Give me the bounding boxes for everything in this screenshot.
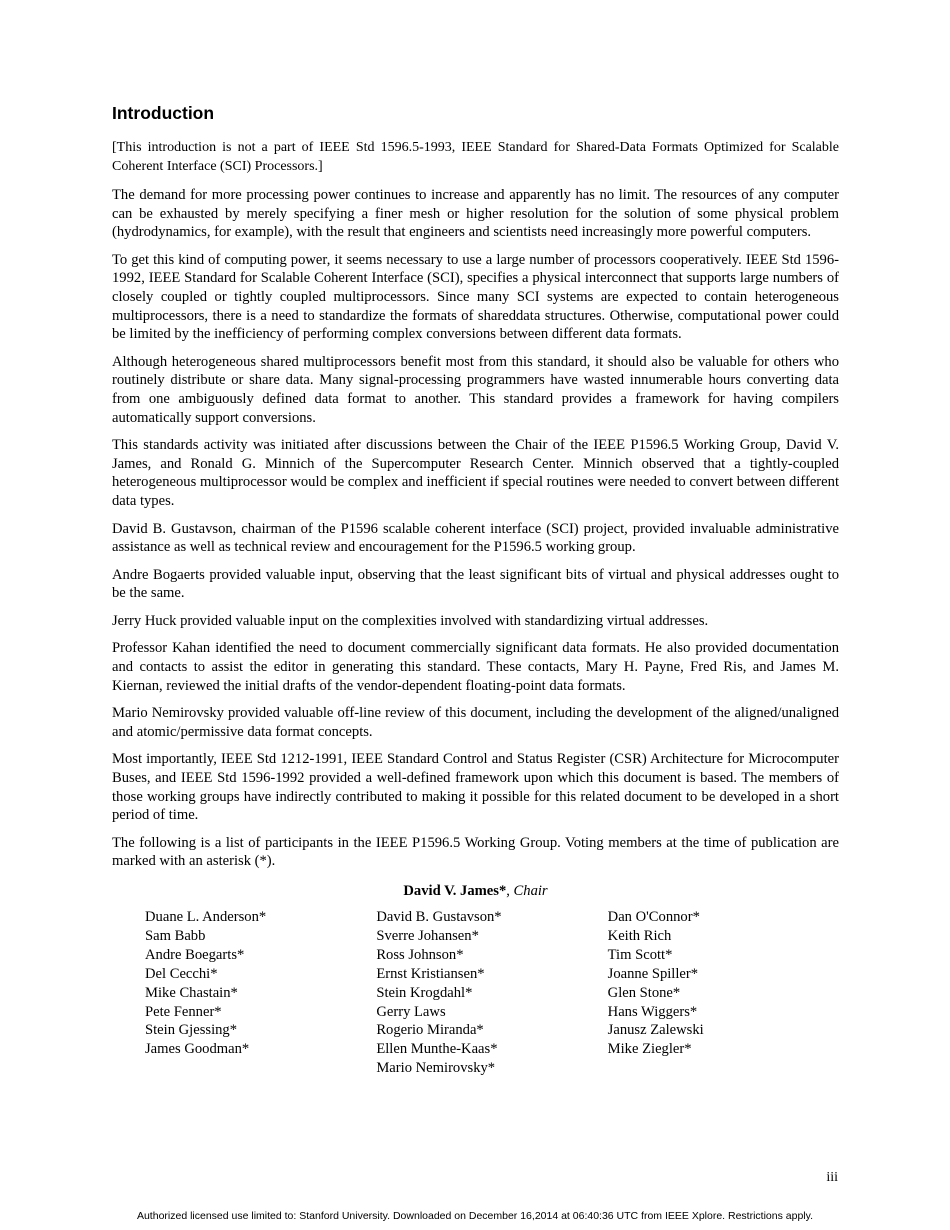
- participant: Keith Rich: [607, 927, 672, 944]
- chair-name: David V. James*: [403, 883, 507, 899]
- participant: Duane L. Anderson*: [145, 909, 267, 925]
- paragraph: Andre Bogaerts provided valuable input, observing that the least significant bits of virtual and physical addresses ought to be the same.: [112, 566, 839, 602]
- participant: Ellen Munthe-Kaas*: [376, 1041, 498, 1058]
- participant: Joanne Spiller*: [607, 965, 699, 982]
- participant: Sam Babb: [145, 927, 206, 944]
- participant: Mario Nemirovsky*: [376, 1060, 496, 1077]
- participant: David B. Gustavson*: [376, 909, 502, 925]
- paragraph: Although heterogeneous shared multiprocessors benefit most from this standard, it should also be valuable for others who routinely distribute or share data. Many signal-processing programmers have wasted innumerable hours converting data from one ambiguously defined data format to another. This standard provides a framework for having compilers automatically support conversions.: [112, 353, 839, 426]
- participant: Rogerio Miranda*: [376, 1022, 484, 1039]
- participant: Del Cecchi*: [145, 965, 218, 982]
- participant: Janusz Zalewski: [607, 1022, 704, 1039]
- chair-line: [112, 883, 839, 900]
- participant: Sverre Johansen*: [376, 927, 479, 944]
- page-title: Introduction: [112, 103, 215, 123]
- page-content: [112, 103, 839, 1078]
- paragraph: Most importantly, IEEE Std 1212-1991, IEEE Standard Control and Status Register (CSR) Architecture for Microcomputer Buses, and IEEE Std 1596-1992 provided a well-defined framework upon which this document is based. The members of those working groups have indirectly contributed to making it possible for this related document to be developed in a short period of time.: [112, 751, 839, 824]
- participant: Ross Johnson*: [376, 946, 464, 963]
- paragraph: The following is a list of participants in the IEEE P1596.5 Working Group. Voting members at the time of publication are marked with an asterisk (*).: [112, 834, 839, 870]
- participant: Pete Fenner*: [145, 1003, 222, 1020]
- paragraph: The demand for more processing power continues to increase and apparently has no limit. The resources of any computer can be exhausted by merely specifying a finer mesh or higher resolution for the solution of some physical problem (hydrodynamics, for example), with the result that engineers and scientists need increasingly more powerful computers.: [112, 187, 839, 241]
- participant: Mike Ziegler*: [607, 1041, 692, 1058]
- intro-note: [This introduction is not a part of IEEE Std 1596.5-1993, IEEE Standard for Shared-Data Formats Optimized for Scalable Coherent Interface (SCI) Processors.]: [112, 140, 839, 174]
- participant: James Goodman*: [145, 1041, 250, 1058]
- participant: Gerry Laws: [376, 1003, 446, 1020]
- participant: Mike Chastain*: [145, 984, 238, 1001]
- participant: Stein Gjessing*: [145, 1022, 238, 1039]
- paragraph: David B. Gustavson, chairman of the P1596 scalable coherent interface (SCI) project, provided invaluable administrative assistance as well as technical review and encouragement for the P1596.5 working group.: [112, 520, 839, 556]
- participant: Glen Stone*: [607, 984, 681, 1001]
- chair-role: Chair: [513, 883, 548, 899]
- participant: Dan O'Connor*: [607, 909, 700, 925]
- participant: Andre Boegarts*: [145, 946, 245, 963]
- paragraph: Jerry Huck provided valuable input on the complexities involved with standardizing virtual addresses.: [112, 612, 709, 629]
- paragraph: Professor Kahan identified the need to document commercially significant data formats. He also provided documentation and contacts to assist the editor in generating this standard. These contacts, Mary H. Payne, Fred Ris, and James M. Kiernan, reviewed the initial drafts of the vendor-dependent floating-point data formats.: [112, 640, 839, 694]
- paragraph: This standards activity was initiated after discussions between the Chair of the IEEE P1596.5 Working Group, David V. James, and Ronald G. Minnich of the Supercomputer Research Center. Minnich observed that a tightly-coupled heterogeneous multiprocessor would be complex and inefficient if special routines were needed to convert between different data types.: [112, 437, 839, 509]
- participants-column-2: [376, 908, 607, 1078]
- page-number: iii: [826, 1170, 838, 1185]
- paragraph: Mario Nemirovsky provided valuable off-line review of this document, including the development of the aligned/unaligned and atomic/permissive data format concepts.: [112, 705, 839, 740]
- participant: Tim Scott*: [607, 946, 673, 963]
- footer-notice: Authorized licensed use limited to: Stanford University. Downloaded on December 16,2014 at 06:40:36 UTC from IEEE Xplore. Restrictions apply.: [136, 1210, 814, 1222]
- participants-column-1: [145, 908, 376, 1078]
- paragraph: To get this kind of computing power, it seems necessary to use a large number of processors cooperatively. IEEE Std 1596-1992, IEEE Standard for Scalable Coherent Interface (SCI), specifies a physical interconnect that supports large numbers of closely coupled or tightly coupled multiprocessors. Since many SCI systems are expected to contain heterogeneous multiprocessors, there is a need to standardize the formats of shareddata structures. Otherwise, computational power could be limited by the inefficiency of performing complex conversions between different data formats.: [112, 251, 839, 343]
- participant: Hans Wiggers*: [607, 1003, 698, 1020]
- participant: Ernst Kristiansen*: [376, 965, 485, 982]
- participant: Stein Krogdahl*: [376, 984, 473, 1001]
- participants-list: [145, 908, 839, 1078]
- chair-separator: ,: [506, 883, 514, 899]
- participants-column-3: [608, 908, 839, 1078]
